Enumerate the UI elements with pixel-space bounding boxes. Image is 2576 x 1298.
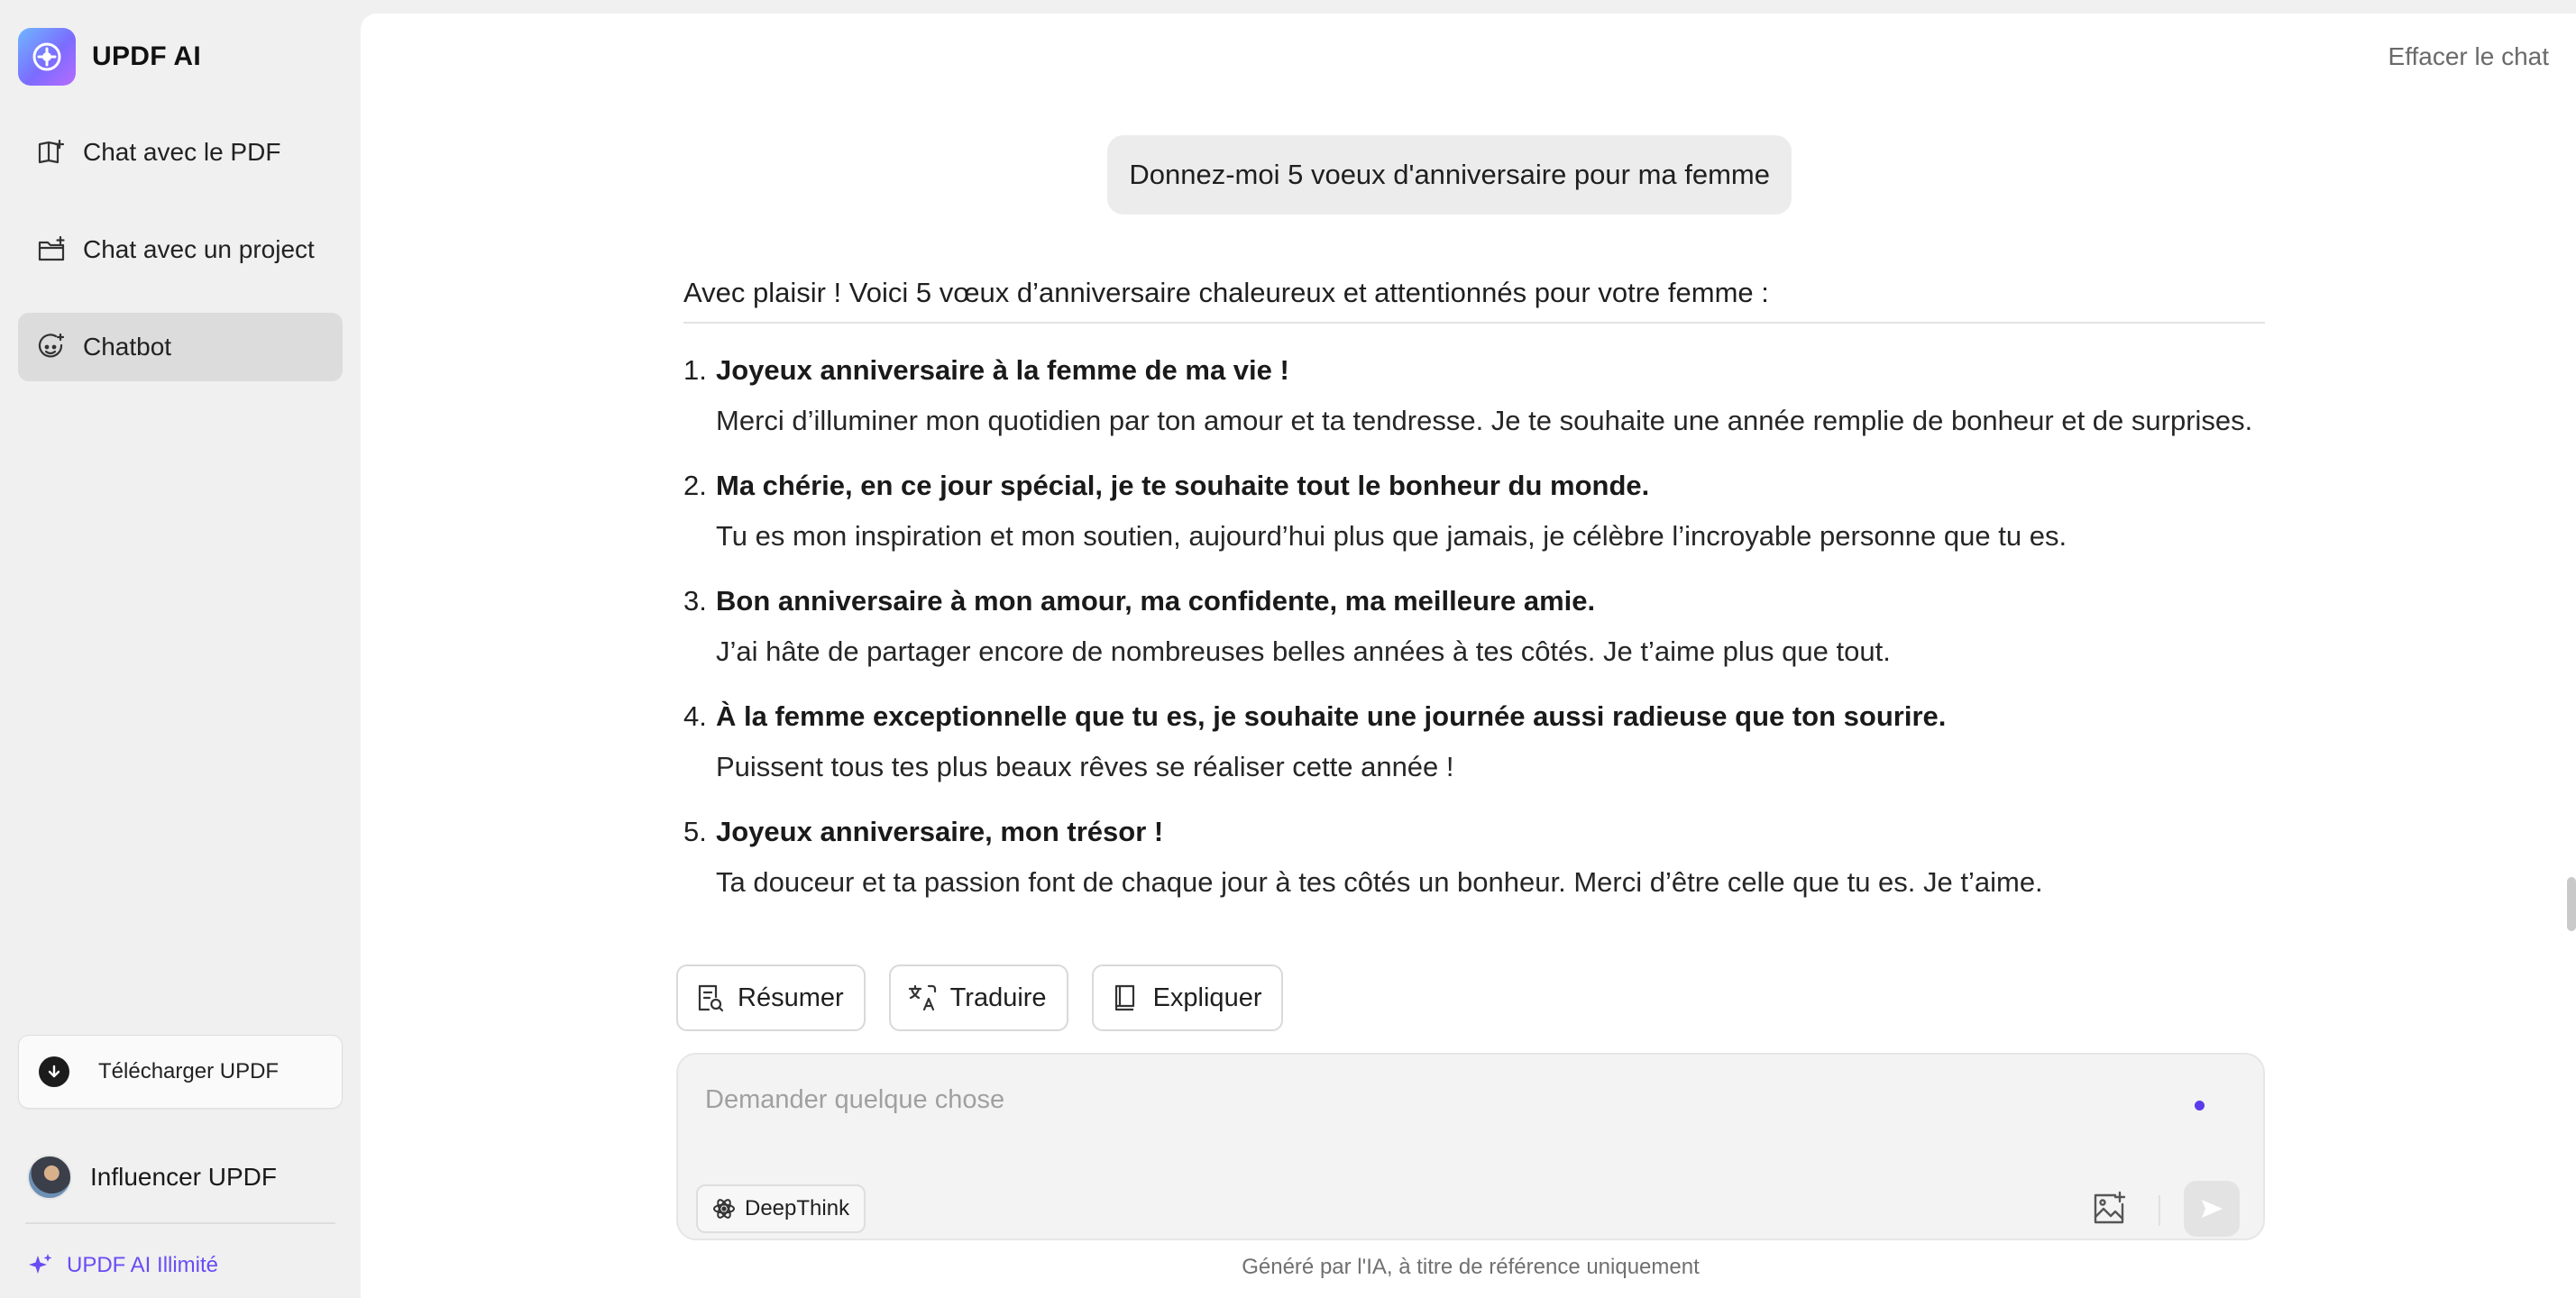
wish-title: À la femme exceptionnelle que tu es, je souhaite une journée aussi radieuse que ton sourire. xyxy=(716,700,1947,732)
list-item xyxy=(683,461,2265,562)
sidebar-item-label: Chat avec le PDF xyxy=(83,138,281,166)
translate-icon xyxy=(907,983,938,1013)
folder-plus-icon xyxy=(36,234,67,265)
avatar xyxy=(27,1155,72,1200)
summarize-icon xyxy=(694,983,725,1013)
translate-label: Traduire xyxy=(949,983,1047,1012)
user-profile[interactable] xyxy=(27,1154,277,1201)
plan-link[interactable] xyxy=(27,1251,218,1280)
user-message-text: Donnez-moi 5 voeux d'anniversaire pour ma femme xyxy=(1129,159,1770,190)
book-icon xyxy=(1110,983,1141,1013)
clear-chat-button[interactable]: Effacer le chat xyxy=(2388,42,2549,70)
app-name: UPDF AI xyxy=(92,41,201,71)
sparkle-icon xyxy=(27,1252,54,1279)
image-plus-icon xyxy=(2090,1190,2128,1228)
wish-text: Tu es mon inspiration et mon soutien, aujourd’hui plus que jamais, je célèbre l’incroyable personne que tu es. xyxy=(716,520,2067,552)
sidebar-item-chat-pdf[interactable] xyxy=(18,118,343,187)
summarize-label: Résumer xyxy=(738,983,844,1012)
ai-disclaimer: Généré par l'IA, à titre de référence uniquement xyxy=(1242,1255,1700,1279)
list-number: 1. xyxy=(683,354,707,386)
wish-title: Ma chérie, en ce jour spécial, je te souhaite tout le bonheur du monde. xyxy=(716,470,1650,501)
composer xyxy=(676,1053,2265,1240)
list-item xyxy=(683,691,2265,792)
summarize-button[interactable] xyxy=(676,964,866,1031)
list-number: 3. xyxy=(683,585,707,617)
assistant-answer xyxy=(683,273,2265,951)
updf-ai-logo-icon xyxy=(18,28,76,86)
user-message-bubble xyxy=(1107,135,1792,215)
book-pdf-icon xyxy=(36,137,67,168)
wish-title: Joyeux anniversaire à la femme de ma vie ! xyxy=(716,354,1289,386)
answer-divider xyxy=(683,322,2265,324)
plan-label: UPDF AI Illimité xyxy=(67,1253,219,1277)
deepthink-toggle[interactable] xyxy=(696,1184,866,1233)
send-button[interactable] xyxy=(2184,1181,2240,1237)
wish-title: Bon anniversaire à mon amour, ma confidente, ma meilleure amie. xyxy=(716,585,1596,617)
explain-label: Expliquer xyxy=(1152,983,1262,1012)
sidebar-item-label: Chatbot xyxy=(83,333,172,361)
list-item xyxy=(683,807,2265,908)
explain-button[interactable] xyxy=(1092,964,1284,1031)
chat-panel xyxy=(361,14,2576,1298)
image-upload-button[interactable] xyxy=(2090,1190,2128,1232)
download-icon xyxy=(39,1056,69,1087)
list-number: 4. xyxy=(683,700,707,732)
download-label: Télécharger UPDF xyxy=(98,1059,280,1083)
brand[interactable] xyxy=(18,27,201,87)
scrollbar-thumb[interactable] xyxy=(2567,877,2576,931)
download-updf-button[interactable] xyxy=(18,1035,343,1109)
list-item xyxy=(683,345,2265,446)
sidebar-item-chatbot[interactable] xyxy=(18,313,343,381)
list-number: 2. xyxy=(683,470,707,501)
answer-intro: Avec plaisir ! Voici 5 vœux d’anniversaire chaleureux et attentionnés pour votre femme : xyxy=(683,277,1769,308)
sidebar-divider xyxy=(25,1222,335,1224)
sidebar xyxy=(0,0,361,1298)
sidebar-item-chat-project[interactable] xyxy=(18,215,343,284)
translate-button[interactable] xyxy=(889,964,1068,1031)
list-item xyxy=(683,576,2265,677)
composer-divider xyxy=(2159,1195,2160,1226)
status-dot xyxy=(2195,1101,2205,1111)
sidebar-item-label: Chat avec un project xyxy=(83,235,315,263)
wish-text: Merci d’illuminer mon quotidien par ton amour et ta tendresse. Je te souhaite une année remplie de bonheur et de surprises. xyxy=(716,405,2253,436)
send-icon xyxy=(2198,1195,2225,1222)
wish-title: Joyeux anniversaire, mon trésor ! xyxy=(716,816,1164,847)
wish-text: Puissent tous tes plus beaux rêves se réaliser cette année ! xyxy=(716,751,1454,782)
chatbot-icon xyxy=(36,332,67,362)
list-number: 5. xyxy=(683,816,707,847)
deepthink-label: DeepThink xyxy=(745,1196,850,1220)
wish-text: J’ai hâte de partager encore de nombreuses belles années à tes côtés. Je t’aime plus que tout. xyxy=(716,635,1891,667)
wish-text: Ta douceur et ta passion font de chaque jour à tes côtés un bonheur. Merci d’être celle que tu es. Je t’aime. xyxy=(716,866,2043,898)
message-input[interactable] xyxy=(705,1074,2148,1125)
quick-actions xyxy=(676,964,1283,1031)
user-name: Influencer UPDF xyxy=(90,1163,277,1191)
atom-icon xyxy=(712,1197,736,1220)
